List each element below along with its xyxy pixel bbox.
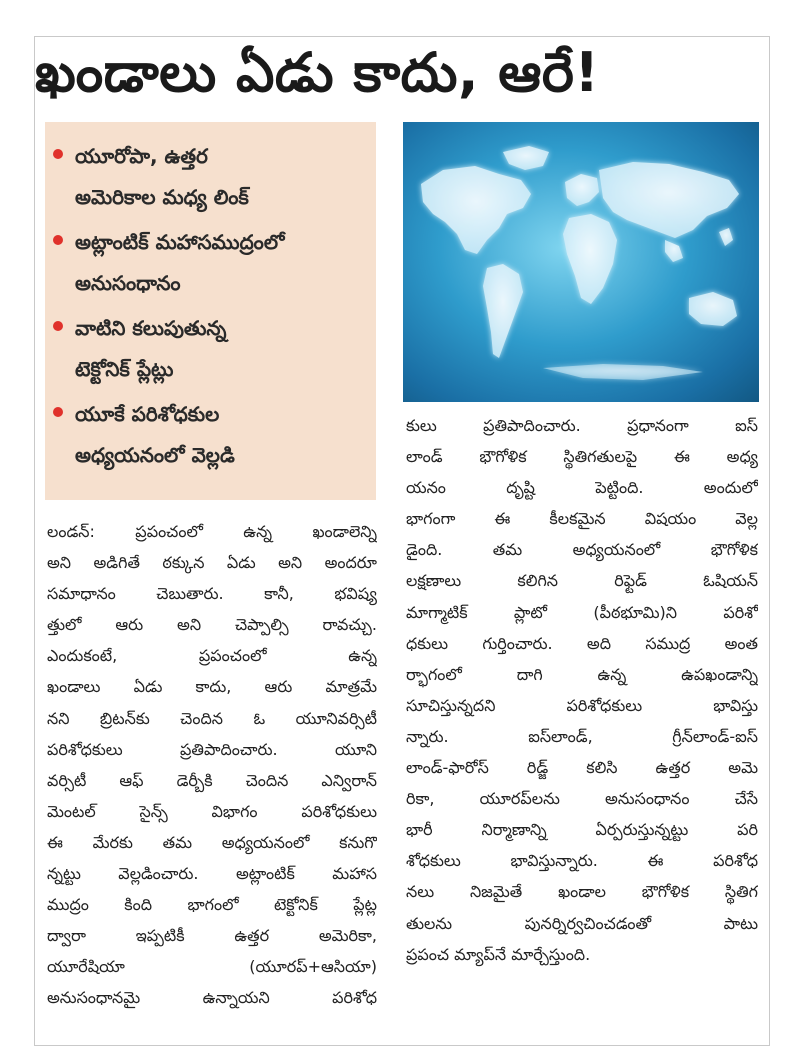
body-line: భారీ నిర్మాణాన్ని ఏర్పరుస్తున్నట్టు పరి xyxy=(406,820,758,840)
body-line: రికా, యూరప్‌లను అనుసంధానం చేసే xyxy=(406,789,758,809)
body-line: అనుసంధానమై ఉన్నాయని పరిశోధ xyxy=(47,988,377,1008)
body-line: యనం దృష్టి పెట్టింది. అందులో xyxy=(406,478,758,498)
highlight-line: అట్లాంటిక్ మహాసముద్రంలో xyxy=(75,230,285,254)
highlights-box xyxy=(45,122,376,500)
body-line: కులు ప్రతిపాదించారు. ప్రధానంగా ఐస్ xyxy=(406,416,758,435)
highlight-line: టెక్టోనిక్ ప్లేట్లు xyxy=(75,357,174,381)
body-line: నని బ్రిటన్‌కు చెందిన ఓ యూనివర్సిటీ xyxy=(47,708,377,728)
body-line: శోధకులు భావిస్తున్నారు. ఈ పరిశోధ xyxy=(406,851,758,871)
highlight-line: అనుసంధానం xyxy=(75,271,181,295)
world-map-icon xyxy=(403,122,759,402)
bullet-icon xyxy=(53,321,63,331)
bullet-icon xyxy=(53,407,63,417)
highlight-line: వాటిని కలుపుతున్న xyxy=(75,316,227,340)
body-line: లాండ్ భౌగోళిక స్థితిగతులపై ఈ అధ్య xyxy=(406,447,758,467)
body-line: ఎందుకంటే, ప్రపంచంలో ఉన్న xyxy=(47,646,377,666)
body-line: సూచిస్తున్నదని పరిశోధకులు భావిస్తు xyxy=(406,695,758,715)
body-line: న్నారు. ఐస్‌లాండ్, గ్రీన్‌లాండ్-ఐస్ xyxy=(406,726,758,746)
body-line: సమాధానం చెబుతారు. కానీ, భవిష్య xyxy=(47,584,377,604)
body-line: ఈ మేరకు తమ అధ్యయనంలో కనుగొ xyxy=(47,832,377,852)
highlight-item xyxy=(75,136,366,218)
article-body-right-column xyxy=(406,410,758,970)
body-line: ఖండాలు ఏడు కాదు, ఆరు మాత్రమే xyxy=(47,677,377,697)
body-line: అని అడిగితే ఠక్కున ఏడు అని అందరూ xyxy=(47,553,377,573)
body-line: ధకులు గుర్తించారు. అది సముద్ర అంత xyxy=(406,633,758,653)
body-line: యూరేషియా (యూరప్+ఆసియా) xyxy=(47,957,377,977)
highlight-line: అమెరికాల మధ్య లింక్ xyxy=(75,185,249,209)
body-line: లాండ్-ఫారోస్ రిడ్జ్ కలిసి ఉత్తర అమె xyxy=(406,758,758,778)
body-line: న్నట్టు వెల్లడించారు. అట్లాంటిక్ మహాస xyxy=(47,864,377,884)
body-line: పరిశోధకులు ప్రతిపాదించారు. యూని xyxy=(47,739,377,759)
body-line: త్తులో ఆరు అని చెప్పాల్సి రావచ్చు. xyxy=(47,615,377,635)
highlight-line: యూకే పరిశోధకుల xyxy=(75,402,220,426)
body-line: వర్సిటీ ఆఫ్ డెర్బీకి చెందిన ఎన్విరాన్ xyxy=(47,770,377,790)
body-line: డైంది. తమ అధ్యయనంలో భౌగోళిక xyxy=(406,540,758,560)
highlight-item xyxy=(75,222,366,304)
highlight-item xyxy=(75,308,366,390)
world-map-image xyxy=(403,122,759,402)
body-line: ర్భాగంలో దాగి ఉన్న ఉపఖండాన్ని xyxy=(406,664,758,684)
body-line: మాగ్మాటిక్ ప్లాటో (పీఠభూమి)ని పరిశో xyxy=(406,602,758,622)
body-line: ముద్రం కింది భాగంలో టెక్టోనిక్ ప్లేట్ల xyxy=(47,895,377,915)
body-line: తులను పునర్నిర్వచించడంతో పాటు xyxy=(406,913,758,933)
highlight-item xyxy=(75,394,366,476)
body-line: నలు నిజమైతే ఖండాల భౌగోళిక స్థితిగ xyxy=(406,882,758,902)
highlight-line: అధ్యయనంలో వెల్లడి xyxy=(75,443,235,467)
body-line: లండన్: ప్రపంచంలో ఉన్న ఖండాలెన్ని xyxy=(47,522,377,541)
body-line: ద్వారా ఇప్పటికీ ఉత్తర అమెరికా, xyxy=(47,926,377,946)
bullet-icon xyxy=(53,149,63,159)
body-line: లక్షణాలు కలిగిన రిఫ్టెడ్ ఓషియన్ xyxy=(406,571,758,591)
body-line: మెంటల్ సైన్స్ విభాగం పరిశోధకులు xyxy=(47,801,377,821)
body-line: భాగంగా ఈ కీలకమైన విషయం వెల్ల xyxy=(406,509,758,529)
body-line: ప్రపంచ మ్యాప్‌నే మార్చేస్తుంది. xyxy=(406,944,591,964)
highlight-line: యూరోపా, ఉత్తర xyxy=(75,144,208,168)
article-body-left-column xyxy=(47,516,377,1014)
bullet-icon xyxy=(53,235,63,245)
article-headline: ఖండాలు ఏడు కాదు, ఆరే! xyxy=(35,41,600,104)
